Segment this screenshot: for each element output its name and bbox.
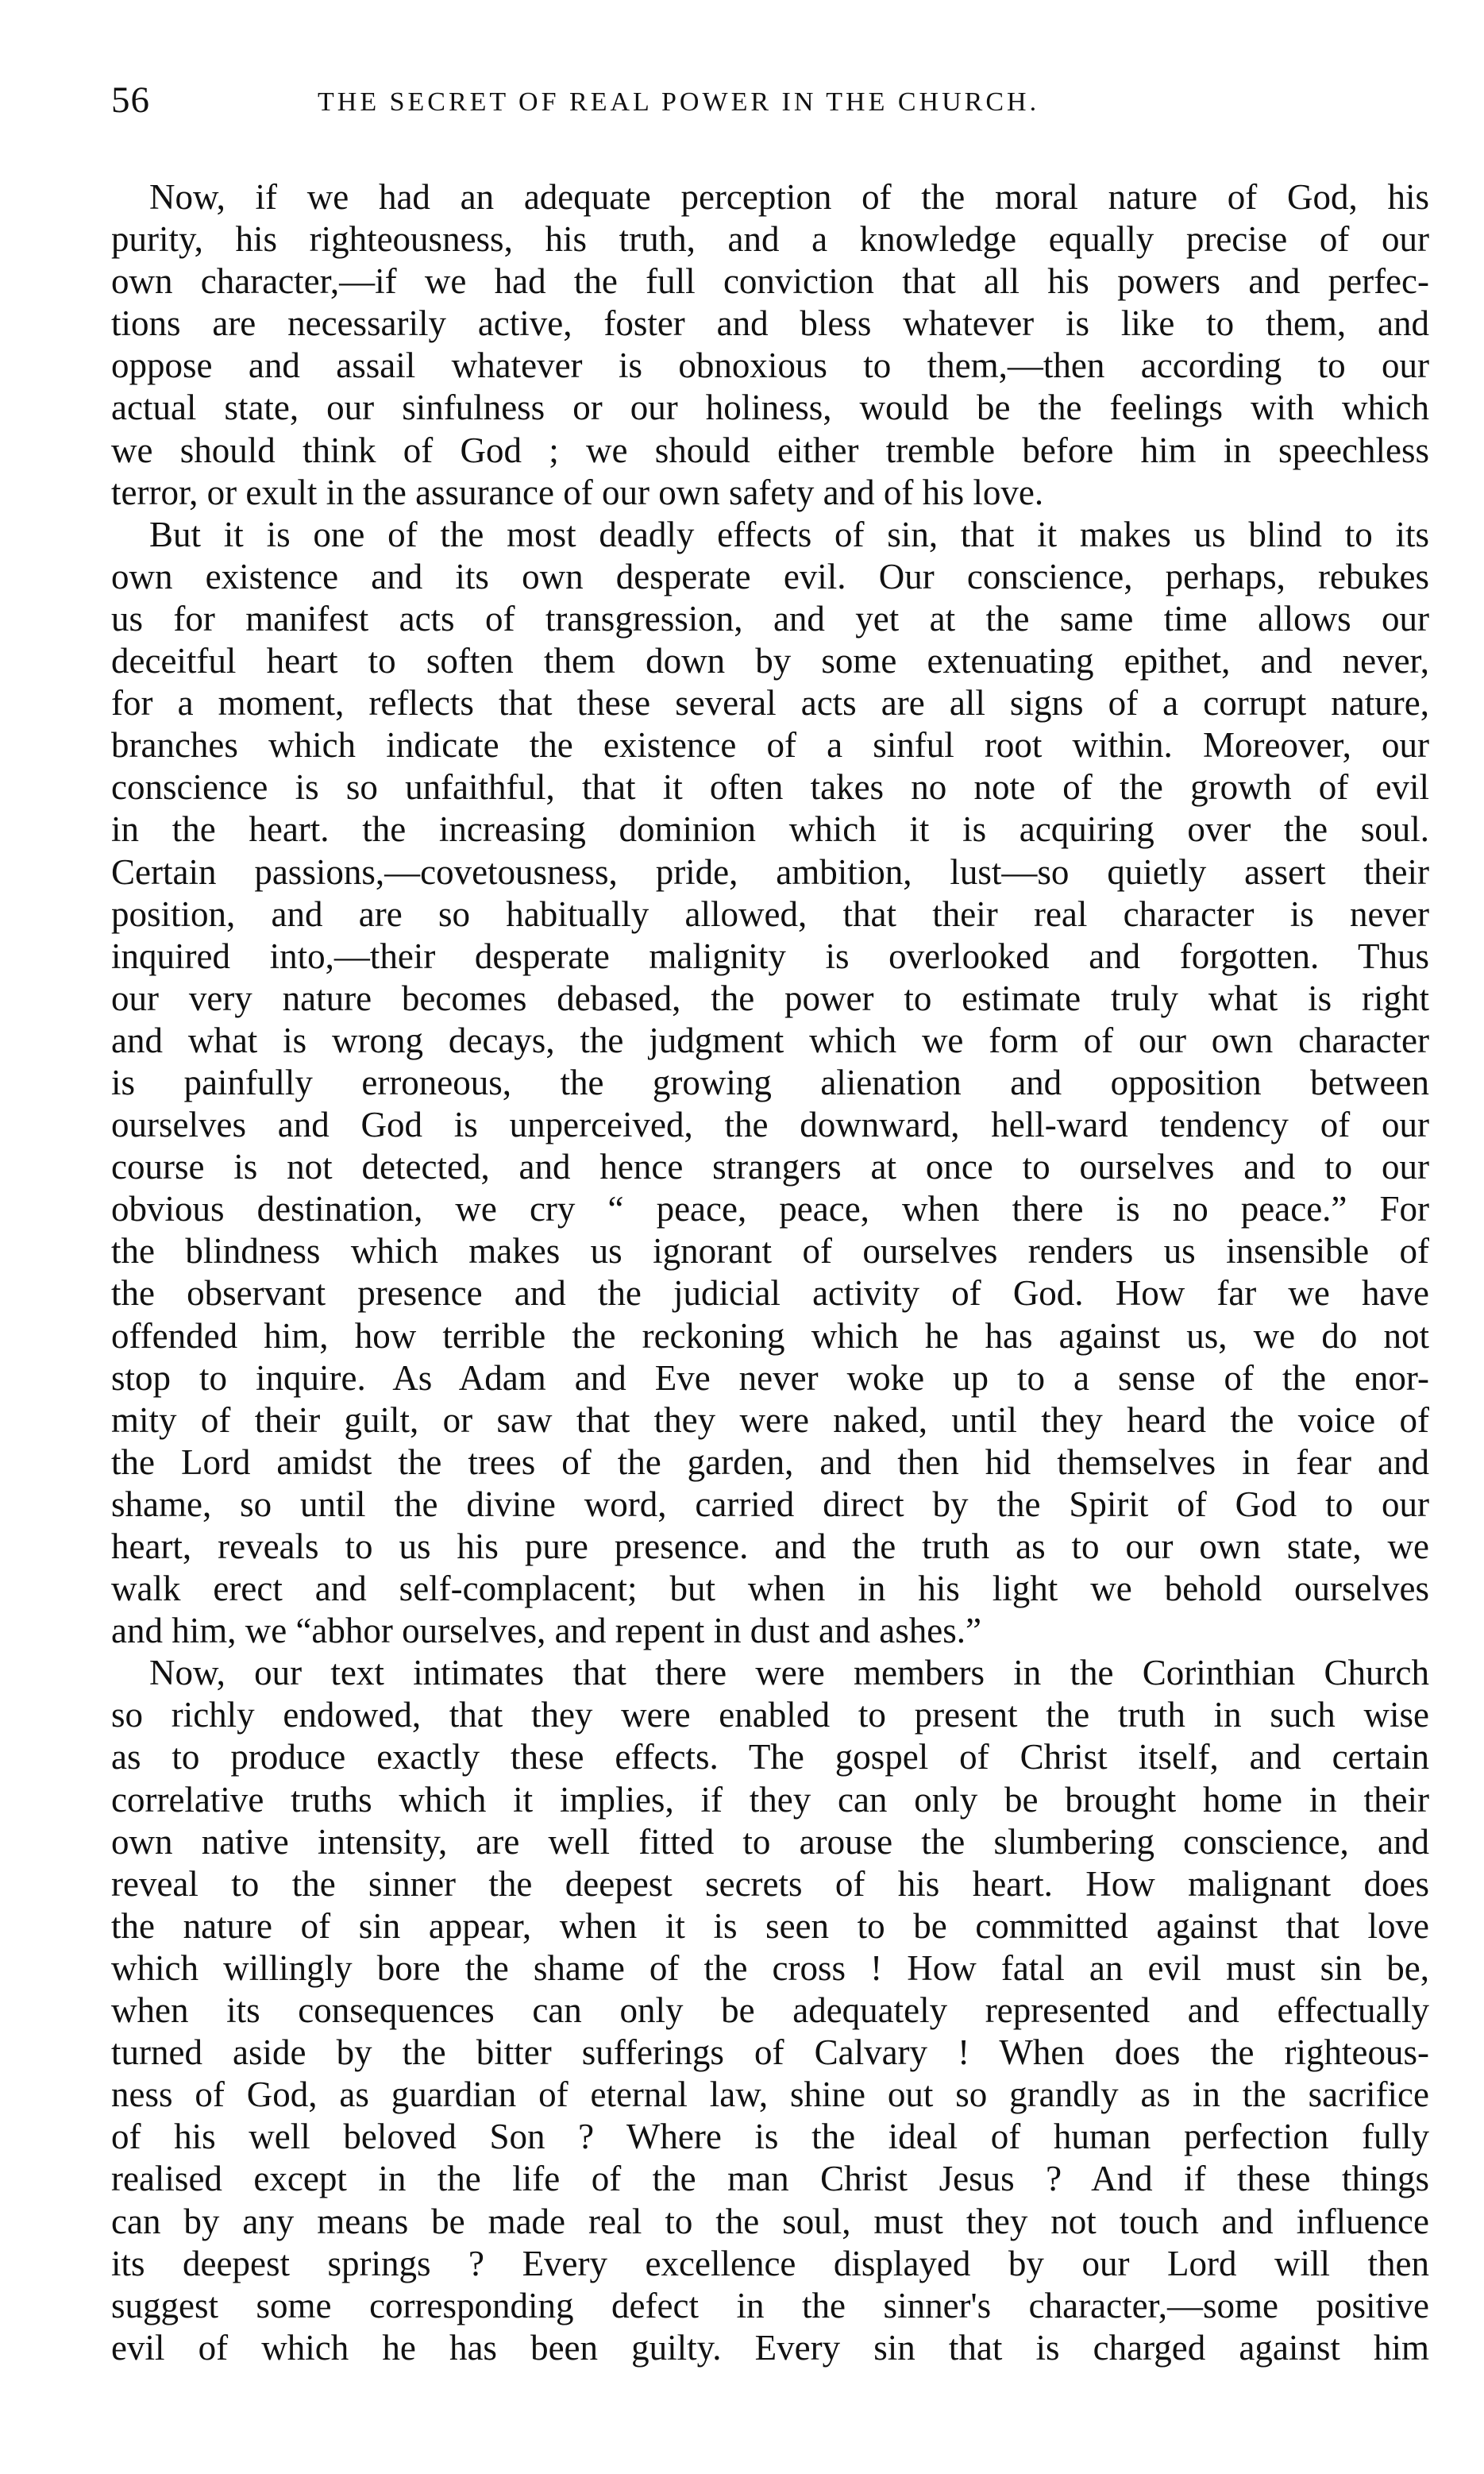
text-line: the blindness which makes us ignorant of ourselves renders us insensible of <box>111 1231 1429 1272</box>
page-header <box>111 76 1429 132</box>
text-line: suggest some corresponding defect in the sinner's character,—some positive <box>111 2285 1429 2325</box>
text-line: can by any means be made real to the soul, must they not touch and influence <box>111 2201 1429 2241</box>
text-line: so richly endowed, that they were enabled to present the truth in such wise <box>111 1695 1429 1735</box>
text-line: oppose and assail whatever is obnoxious to them,—then according to our <box>111 345 1429 386</box>
text-line: which willingly bore the shame of the cross ! How fatal an evil must sin be, <box>111 1947 1429 1988</box>
text-line: and him, we “abhor ourselves, and repent in dust and ashes.” <box>111 1611 981 1651</box>
text-line: deceitful heart to soften them down by some extenuating epithet, and never, <box>111 641 1429 681</box>
body-text <box>111 176 1429 2369</box>
text-line: we should think of God ; we should either tremble before him in speechless <box>111 430 1429 470</box>
text-line: realised except in the life of the man Christ Jesus ? And if these things <box>111 2159 1429 2199</box>
text-line: obvious destination, we cry “ peace, peace, when there is no peace.” For <box>111 1189 1429 1229</box>
text-line: own character,—if we had the full conviction that all his powers and perfec- <box>111 261 1429 302</box>
text-line: evil of which he has been guilty. Every sin that is charged against him <box>111 2327 1429 2368</box>
text-line: shame, so until the divine word, carried direct by the Spirit of God to our <box>111 1484 1429 1524</box>
text-line: when its consequences can only be adequately represented and effectually <box>111 1990 1429 2031</box>
text-line: branches which indicate the existence of a sinful root within. Moreover, our <box>111 725 1429 766</box>
text-line: purity, his righteousness, his truth, and a knowledge equally precise of our <box>111 219 1429 260</box>
text-line: position, and are so habitually allowed, that their real character is never <box>111 893 1429 934</box>
text-line: offended him, how terrible the reckoning which he has against us, we do not <box>111 1315 1429 1356</box>
text-line: our very nature becomes debased, the power to estimate truly what is right <box>111 978 1429 1018</box>
text-line: reveal to the sinner the deepest secrets of his heart. How malignant does <box>111 1863 1429 1904</box>
text-line: the Lord amidst the trees of the garden, and then hid themselves in fear and <box>111 1442 1429 1482</box>
text-line: ness of God, as guardian of eternal law, shine out so grandly as in the sacrifice <box>111 2075 1429 2115</box>
text-line: Now, if we had an adequate perception of the moral nature of God, his <box>149 177 1429 217</box>
text-line: own native intensity, are well fitted to arouse the slumbering conscience, and <box>111 1821 1429 1862</box>
text-line: ourselves and God is unperceived, the downward, hell-ward tendency of our <box>111 1105 1429 1145</box>
text-line: Now, our text intimates that there were members in the Corinthian Church <box>149 1653 1429 1693</box>
text-line: Certain passions,—covetousness, pride, ambition, lust—so quietly assert their <box>111 851 1429 892</box>
text-line: the nature of sin appear, when it is seen to be committed against that love <box>111 1905 1429 1946</box>
text-line: conscience is so unfaithful, that it often takes no note of the growth of evil <box>111 767 1429 808</box>
text-line: us for manifest acts of transgression, and yet at the same time allows our <box>111 598 1429 639</box>
text-line: terror, or exult in the assurance of our own safety and of his love. <box>111 472 1044 512</box>
page-number: 56 <box>111 79 150 121</box>
text-line: in the heart. the increasing dominion which it is acquiring over the soul. <box>111 809 1429 850</box>
text-line: own existence and its own desperate evil. Our conscience, perhaps, rebukes <box>111 556 1429 596</box>
text-line: turned aside by the bitter sufferings of Calvary ! When does the righteous- <box>111 2032 1429 2073</box>
text-line: tions are necessarily active, foster and bless whatever is like to them, and <box>111 303 1429 344</box>
text-line: as to produce exactly these effects. The gospel of Christ itself, and certain <box>111 1737 1429 1777</box>
text-line: for a moment, reflects that these several acts are all signs of a corrupt nature, <box>111 683 1429 724</box>
text-line: inquired into,—their desperate malignity is overlooked and forgotten. Thus <box>111 936 1429 976</box>
text-line: correlative truths which it implies, if they can only be brought home in their <box>111 1779 1429 1820</box>
text-line: the observant presence and the judicial activity of God. How far we have <box>111 1273 1429 1314</box>
running-title: THE SECRET OF REAL POWER IN THE CHURCH. <box>318 87 1040 117</box>
text-line: its deepest springs ? Every excellence displayed by our Lord will then <box>111 2243 1429 2283</box>
text-line: actual state, our sinfulness or our holiness, would be the feelings with which <box>111 388 1429 428</box>
text-line: walk erect and self-complacent; but when in his light we behold ourselves <box>111 1569 1429 1609</box>
text-line: course is not detected, and hence strangers at once to ourselves and to our <box>111 1147 1429 1187</box>
text-line: heart, reveals to us his pure presence. and the truth as to our own state, we <box>111 1526 1429 1566</box>
text-line: and what is wrong decays, the judgment which we form of our own character <box>111 1020 1429 1060</box>
text-line: stop to inquire. As Adam and Eve never woke up to a sense of the enor- <box>111 1357 1429 1398</box>
text-line: mity of their guilt, or saw that they were naked, until they heard the voice of <box>111 1399 1429 1440</box>
text-line: is painfully erroneous, the growing alienation and opposition between <box>111 1062 1429 1102</box>
text-line: But it is one of the most deadly effects of sin, that it makes us blind to its <box>149 514 1429 554</box>
text-line: of his well beloved Son ? Where is the ideal of human perfection fully <box>111 2117 1429 2157</box>
